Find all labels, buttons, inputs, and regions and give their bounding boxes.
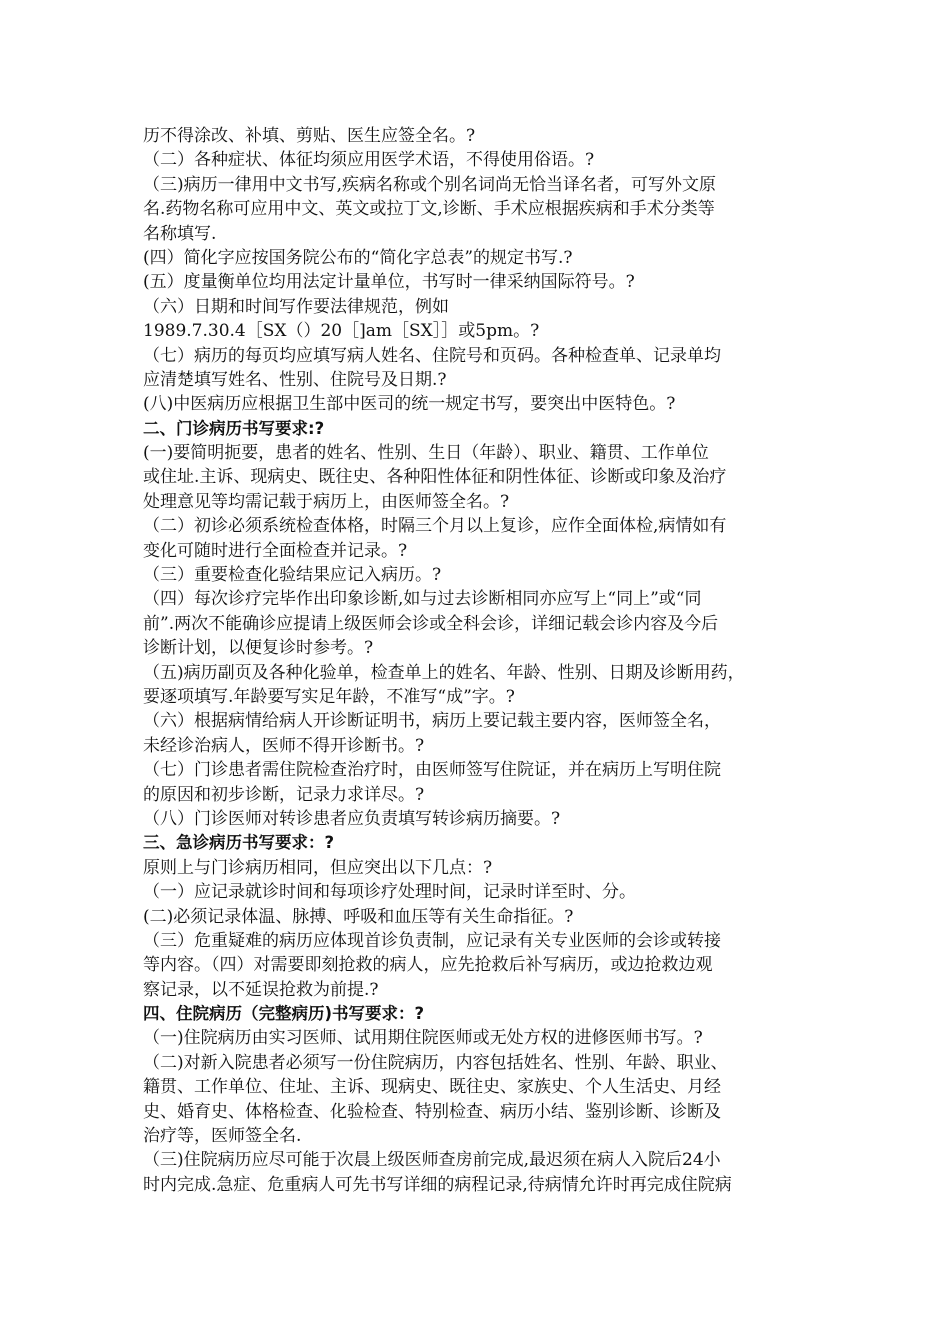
text-line: 的原因和初步诊断，记录力求详尽。? [143, 784, 425, 805]
section-heading: 三、急诊病历书写要求：? [143, 833, 335, 853]
text-line: 处理意见等均需记载于病历上，由医师签全名。? [143, 491, 510, 512]
text-line: 等内容。（四）对需要即刻抢救的病人，应先抢救后补写病历，或边抢救边观 [143, 955, 713, 976]
text-line: （一)住院病历由实习医师、试用期住院医师或无处方权的进修医师书写。? [143, 1028, 703, 1049]
text-line: 察记录，以不延误抢救为前提.? [143, 979, 379, 1000]
text-line: （三）重要检查化验结果应记入病历。? [143, 565, 442, 586]
text-line: 名.药物名称可应用中文、英文或拉丁文,诊断、手术应根据疾病和手术分类等 [143, 199, 715, 220]
text-line: 历不得涂改、补填、剪贴、医生应签全名。? [143, 126, 476, 146]
text-line: (一)要简明扼要，患者的姓名、性别、生日（年龄）、职业、籍贯、工作单位 [143, 443, 709, 464]
text-line: （七）病历的每页均应填写病人姓名、住院号和页码。各种检查单、记录单均 [143, 345, 721, 366]
text-line: 诊断计划，以便复诊时参考。? [143, 638, 374, 659]
text-line: (八)中医病历应根据卫生部中医司的统一规定书写，要突出中医特色。? [143, 394, 676, 415]
text-line: 原则上与门诊病历相同，但应突出以下几点：? [143, 857, 493, 878]
text-line: 或住址.主诉、现病史、既往史、各种阳性体征和阴性体征、诊断或印象及治疗 [143, 467, 727, 488]
text-line: （五)病历副页及各种化验单，检查单上的姓名、年龄、性别、日期及诊断用药， [143, 662, 745, 683]
text-line: （六）根据病情给病人开诊断证明书，病历上要记载主要内容，医师签全名， [143, 711, 721, 732]
document-page [143, 124, 823, 1197]
text-line: （三）危重疑难的病历应体现首诊负责制，应记录有关专业医师的会诊或转接 [143, 930, 721, 951]
text-line: （一）应记录就诊时间和每项诊疗处理时间，记录时详至时、分。 [143, 882, 636, 903]
text-line: 时内完成.急症、危重病人可先书写详细的病程记录,待病情允许时再完成住院病 [143, 1174, 732, 1195]
text-line: 治疗等，医师签全名. [143, 1126, 302, 1147]
text-line: （八）门诊医师对转诊患者应负责填写转诊病历摘要。? [143, 808, 561, 829]
text-line: （七）门诊患者需住院检查治疗时，由医师签写住院证，并在病历上写明住院 [143, 760, 721, 781]
text-line: （二）各种症状、体征均须应用医学术语，不得使用俗语。? [143, 150, 595, 171]
text-line: 史、婚育史、体格检查、化验检查、特别检查、病历小结、鉴别诊断、诊断及 [143, 1101, 721, 1122]
text-line: （二）初诊必须系统检查体格，时隔三个月以上复诊，应作全面体检,病情如有 [143, 516, 727, 537]
text-line: 未经诊治病人，医师不得开诊断书。? [143, 735, 425, 756]
text-line: (二)必须记录体温、脉搏、呼吸和血压等有关生命指征。? [143, 906, 574, 927]
text-line: (五）度量衡单位均用法定计量单位，书写时一律采纳国际符号。? [143, 272, 635, 293]
text-line: 名称填写. [143, 223, 217, 244]
text-line: 前”.两次不能确诊应提请上级医师会诊或全科会诊，详细记载会诊内容及今后 [143, 613, 719, 634]
text-line: （六）日期和时间写作要法律规范，例如 [143, 296, 449, 317]
text-line: 变化可随时进行全面检查并记录。? [143, 540, 408, 561]
section-heading: 四、住院病历（完整病历)书写要求：? [143, 1004, 425, 1024]
text-line: 应清楚填写姓名、性别、住院号及日期.? [143, 369, 447, 390]
text-line: 籍贯、工作单位、住址、主诉、现病史、既往史、家族史、个人生活史、月经 [143, 1077, 721, 1098]
text-line: （三)病历一律用中文书写,疾病名称或个别名词尚无恰当译名者，可写外文原 [143, 174, 717, 195]
text-line: 1989.7.30.4［SX（）20［]am［SX］］或5pm。? [143, 321, 540, 342]
text-line: （二)对新入院患者必须写一份住院病历，内容包括姓名、性别、年龄、职业、 [143, 1052, 728, 1073]
text-line: （四）每次诊疗完毕作出印象诊断,如与过去诊断相同亦应写上“同上”或“同 [143, 589, 702, 610]
text-line: (四）简化字应按国务院公布的“简化字总表”的规定书写.? [143, 247, 573, 268]
text-line: 要逐项填写.年龄要写实足年龄，不准写“成”字。? [143, 686, 515, 707]
text-line: （三)住院病历应尽可能于次晨上级医师查房前完成,最迟须在病人入院后24小 [143, 1150, 721, 1171]
section-heading: 二、门诊病历书写要求:? [143, 418, 325, 438]
